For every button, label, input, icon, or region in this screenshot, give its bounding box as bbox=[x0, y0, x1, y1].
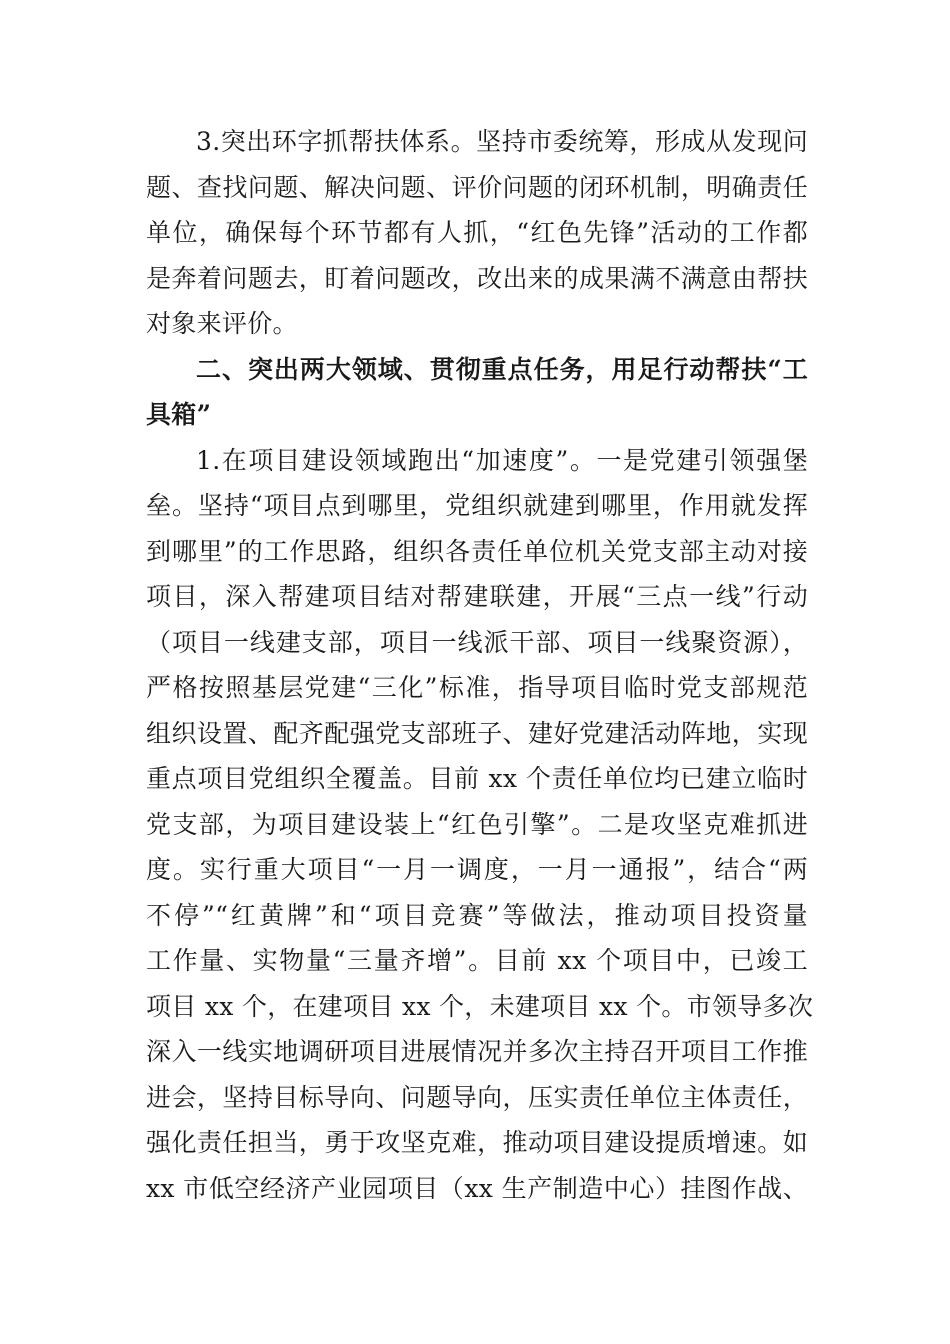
section-heading-two bbox=[146, 347, 808, 438]
paragraph-ring-support-system bbox=[146, 119, 808, 347]
paragraph-line: xx 市低空经济产业园项目（xx 生产制造中心）挂图作战、 bbox=[146, 1173, 808, 1203]
paragraph-line: 到哪里”的工作思路，组织各责任单位机关党支部主动对接 bbox=[146, 536, 808, 566]
heading-line: 具箱” bbox=[146, 400, 212, 429]
paragraph-line: 项目，深入帮建项目结对帮建联建，开展“三点一线”行动 bbox=[146, 582, 808, 611]
paragraph-line: 党支部，为项目建设装上“红色引擎”。二是攻坚克难抓进 bbox=[146, 809, 808, 839]
paragraph-line: 严格按照基层党建“三化”标准，指导项目临时党支部规范 bbox=[146, 673, 808, 702]
heading-line: 二、突出两大领域、贯彻重点任务，用足行动帮扶“工 bbox=[196, 354, 808, 384]
paragraph-line: 工作量、实物量“三量齐增”。目前 xx 个项目中，已竣工 bbox=[146, 946, 808, 975]
paragraph-line: 度。实行重大项目“一月一调度，一月一通报”，结合“两 bbox=[146, 855, 808, 884]
paragraph-line: 深入一线实地调研项目进展情况并多次主持召开项目工作推 bbox=[146, 1037, 808, 1066]
paragraph-line: 题、查找问题、解决问题、评价问题的闭环机制，明确责任 bbox=[146, 172, 808, 202]
paragraph-line: 单位，确保每个环节都有人抓，“红色先锋”活动的工作都 bbox=[146, 218, 808, 247]
paragraph-line: 进会，坚持目标导向、问题导向，压实责任单位主体责任， bbox=[146, 1082, 808, 1112]
paragraph-line: 强化责任担当，勇于攻坚克难，推动项目建设提质增速。如 bbox=[146, 1128, 808, 1157]
paragraph-line: 是奔着问题去，盯着问题改，改出来的成果满不满意由帮扶 bbox=[146, 263, 808, 293]
document-body bbox=[146, 119, 814, 1211]
paragraph-line: 不停”“红黄牌”和“项目竞赛”等做法，推动项目投资量 bbox=[146, 900, 808, 930]
paragraph-line: 项目 xx 个，在建项目 xx 个，未建项目 xx 个。市领导多次 bbox=[146, 991, 814, 1021]
paragraph-line: （项目一线建支部，项目一线派干部、项目一线聚资源）， bbox=[146, 627, 808, 657]
paragraph-line: 3.突出环字抓帮扶体系。坚持市委统筹，形成从发现问 bbox=[196, 127, 808, 156]
paragraph-project-construction bbox=[146, 438, 814, 1212]
paragraph-line: 组织设置、配齐配强党支部班子、建好党建活动阵地，实现 bbox=[146, 718, 808, 748]
paragraph-line: 对象来评价。 bbox=[146, 309, 298, 338]
paragraph-line: 1.在项目建设领域跑出“加速度”。一是党建引领强堡 bbox=[196, 445, 808, 475]
paragraph-line: 重点项目党组织全覆盖。目前 xx 个责任单位均已建立临时 bbox=[146, 764, 808, 793]
paragraph-line: 垒。坚持“项目点到哪里，党组织就建到哪里，作用就发挥 bbox=[146, 491, 808, 520]
